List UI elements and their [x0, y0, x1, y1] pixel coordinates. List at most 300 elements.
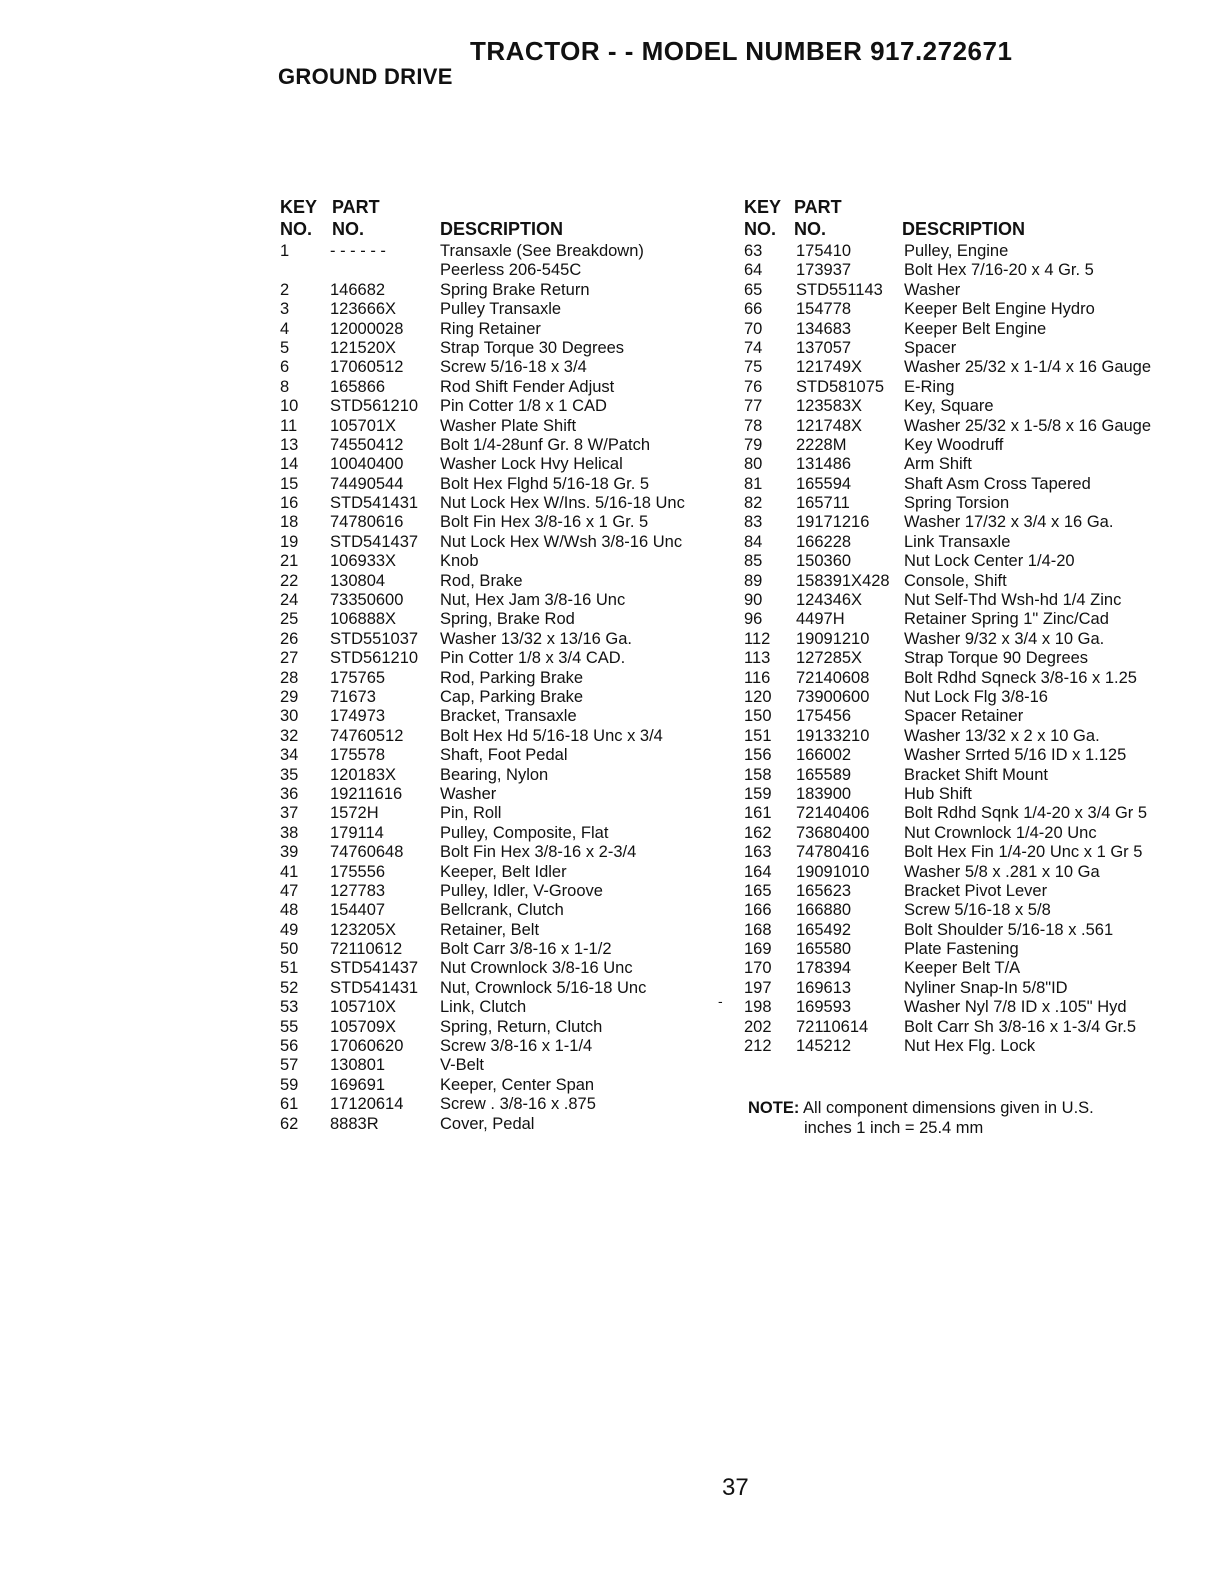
part-number: 131486	[796, 455, 852, 474]
part-description: Bolt Hex Flghd 5/16-18 Gr. 5	[440, 474, 650, 493]
part-description: Bolt Carr 3/8-16 x 1-1/2	[440, 940, 612, 959]
part-description: Key Woodruff	[904, 435, 1004, 454]
parts-row	[744, 513, 1184, 532]
part-number: 169613	[796, 978, 852, 997]
part-number: 4497H	[796, 610, 845, 629]
part-description: Bolt Hex Hd 5/16-18 Unc x 3/4	[440, 726, 663, 745]
key-number: 5	[280, 338, 290, 357]
part-description: Bolt Carr Sh 3/8-16 x 1-3/4 Gr.5	[904, 1017, 1137, 1036]
part-description: Keeper, Belt Idler	[440, 862, 567, 881]
key-number: 39	[280, 843, 299, 862]
key-number: 84	[744, 532, 763, 551]
parts-row	[280, 959, 720, 978]
part-number: 175765	[330, 668, 386, 687]
key-number: 164	[744, 862, 772, 881]
key-number: 25	[280, 610, 299, 629]
key-number: 30	[280, 707, 299, 726]
key-number: 48	[280, 901, 299, 920]
key-number: 151	[744, 726, 772, 745]
key-number: 2	[280, 280, 290, 299]
parts-row	[280, 1037, 720, 1056]
key-number: 14	[280, 455, 299, 474]
key-number: 18	[280, 513, 299, 532]
key-number: 34	[280, 746, 299, 765]
parts-row	[744, 669, 1184, 688]
part-description: Washer Nyl 7/8 ID x .105" Hyd	[904, 998, 1127, 1017]
key-number: 4	[280, 319, 290, 338]
part-description: Spring, Return, Clutch	[440, 1017, 603, 1036]
parts-row	[280, 785, 720, 804]
part-number: 166880	[796, 901, 852, 920]
parts-row	[280, 300, 720, 319]
part-description: Washer	[440, 784, 497, 803]
key-number: 24	[280, 591, 299, 610]
part-number: 12000028	[330, 319, 404, 338]
part-number: 74490544	[330, 474, 404, 493]
part-description: Bolt Fin Hex 3/8-16 x 1 Gr. 5	[440, 513, 649, 532]
part-description: Washer 17/32 x 3/4 x 16 Ga.	[904, 513, 1114, 532]
part-number: 183900	[796, 784, 852, 803]
parts-row	[280, 610, 720, 629]
parts-row	[280, 358, 720, 377]
parts-row	[744, 901, 1184, 920]
key-number: 50	[280, 940, 299, 959]
part-number: 124346X	[796, 591, 863, 610]
parts-row	[280, 1018, 720, 1037]
key-number: 80	[744, 455, 763, 474]
part-description: V-Belt	[440, 1056, 485, 1075]
parts-row	[744, 455, 1184, 474]
parts-row	[280, 378, 720, 397]
part-number: 19091010	[796, 862, 870, 881]
key-number: 26	[280, 629, 299, 648]
parts-row	[280, 766, 720, 785]
part-number: 175578	[330, 746, 386, 765]
description-header: DESCRIPTION	[902, 219, 1026, 239]
part-description: Transaxle (See Breakdown)	[440, 242, 644, 260]
parts-row	[744, 766, 1184, 785]
parts-row	[280, 475, 720, 494]
parts-row	[280, 1115, 720, 1134]
key-number: 13	[280, 435, 299, 454]
part-description: Bolt Hex Fin 1/4-20 Unc x 1 Gr 5	[904, 843, 1143, 862]
parts-list-left	[280, 198, 720, 1134]
part-description: Bolt Shoulder 5/16-18 x .561	[904, 920, 1114, 939]
parts-row	[744, 320, 1184, 339]
parts-row	[744, 804, 1184, 823]
page-title: TRACTOR - - MODEL NUMBER 917.272671	[470, 36, 1013, 66]
parts-row	[744, 610, 1184, 629]
description-header: DESCRIPTION	[440, 219, 564, 239]
parts-row	[744, 358, 1184, 377]
key-number: 56	[280, 1037, 299, 1056]
part-description: Washer Lock Hvy Helical	[440, 455, 623, 474]
part-description: Bolt Rdhd Sqnk 1/4-20 x 3/4 Gr 5	[904, 804, 1148, 823]
part-description: Nut Lock Center 1/4-20	[904, 552, 1075, 571]
key-number: 64	[744, 261, 763, 280]
part-number: 19091210	[796, 629, 870, 648]
part-description: Nut Lock Hex W/Ins. 5/16-18 Unc	[440, 494, 685, 513]
part-number: 123666X	[330, 300, 397, 319]
key-number: 82	[744, 494, 763, 513]
part-number: 175410	[796, 242, 852, 260]
key-number: 81	[744, 474, 763, 493]
part-number: 154407	[330, 901, 386, 920]
key-number: 158	[744, 765, 772, 784]
part-number: 19133210	[796, 726, 870, 745]
part-description: Keeper, Center Span	[440, 1075, 595, 1094]
key-number: 35	[280, 765, 299, 784]
part-number: 165711	[796, 494, 850, 513]
key-number: 89	[744, 571, 763, 590]
key-number: 197	[744, 978, 772, 997]
parts-row	[744, 300, 1184, 319]
key-number: 113	[744, 649, 771, 668]
part-description: Key, Square	[904, 397, 994, 416]
key-number: 41	[280, 862, 299, 881]
key-number: 212	[744, 1037, 772, 1056]
column-header	[744, 198, 1184, 242]
parts-row	[280, 669, 720, 688]
part-description: Washer Plate Shift	[440, 416, 577, 435]
parts-row	[280, 649, 720, 668]
parts-row	[744, 494, 1184, 513]
parts-row	[744, 533, 1184, 552]
part-number: 1572H	[330, 804, 379, 823]
key-number: 1	[280, 242, 290, 260]
part-description: Washer 9/32 x 3/4 x 10 Ga.	[904, 629, 1105, 648]
part-number: 74780616	[330, 513, 404, 532]
key-no-header-2: NO.	[280, 219, 313, 239]
part-number: 123583X	[796, 397, 863, 416]
part-description: Bolt 1/4-28unf Gr. 8 W/Patch	[440, 435, 651, 454]
key-number: 16	[280, 494, 299, 513]
page-number: 37	[722, 1474, 749, 1501]
part-description: Cap, Parking Brake	[440, 687, 584, 706]
key-number: 27	[280, 649, 299, 668]
key-number: 83	[744, 513, 763, 532]
parts-row	[744, 998, 1184, 1017]
part-number: STD551143	[796, 280, 883, 299]
key-number: 85	[744, 552, 763, 571]
part-description: Plate Fastening	[904, 940, 1019, 959]
part-number: 150360	[796, 552, 852, 571]
part-number: 17060620	[330, 1037, 404, 1056]
key-number: 156	[744, 746, 772, 765]
parts-row	[744, 552, 1184, 571]
part-no-header: PART	[794, 197, 842, 217]
parts-row	[280, 1095, 720, 1114]
key-number: 51	[280, 959, 299, 978]
part-number: 137057	[796, 338, 852, 357]
part-number: 17120614	[330, 1095, 404, 1114]
parts-row	[744, 436, 1184, 455]
part-number: 174973	[330, 707, 386, 726]
parts-row	[744, 785, 1184, 804]
key-number: 57	[280, 1056, 299, 1075]
part-number: 130804	[330, 571, 386, 590]
part-number: 106933X	[330, 552, 397, 571]
key-number: 96	[744, 610, 763, 629]
key-number: 77	[744, 397, 763, 416]
part-description: Shaft, Foot Pedal	[440, 746, 568, 765]
part-number: 154778	[796, 300, 852, 319]
parts-row	[744, 746, 1184, 765]
part-description: Bolt Hex 7/16-20 x 4 Gr. 5	[904, 261, 1094, 280]
key-number: 28	[280, 668, 299, 687]
part-number: - - - - - -	[330, 242, 386, 260]
part-description: Nut, Hex Jam 3/8-16 Unc	[440, 591, 626, 610]
part-description: Hub Shift	[904, 784, 972, 803]
part-number: 2228M	[796, 435, 847, 454]
parts-row	[280, 533, 720, 552]
part-number: 123205X	[330, 920, 397, 939]
part-description: Link Transaxle	[904, 532, 1011, 551]
part-description: E-Ring	[904, 377, 955, 396]
parts-row	[744, 475, 1184, 494]
part-number: 74760512	[330, 726, 404, 745]
parts-rows-left	[280, 242, 720, 1134]
part-number: 165866	[330, 377, 386, 396]
parts-row	[744, 882, 1184, 901]
part-number: 72110612	[330, 940, 403, 959]
part-number: STD541437	[330, 959, 419, 978]
part-number: 179114	[330, 823, 384, 842]
part-description: Console, Shift	[904, 571, 1007, 590]
part-number: 169691	[330, 1075, 386, 1094]
part-description: Nut Crownlock 3/8-16 Unc	[440, 959, 633, 978]
parts-row	[744, 378, 1184, 397]
parts-row	[280, 1076, 720, 1095]
parts-row	[280, 901, 720, 920]
part-description: Arm Shift	[904, 455, 972, 474]
key-number: 116	[744, 668, 771, 687]
key-number: 169	[744, 940, 772, 959]
key-number: 76	[744, 377, 763, 396]
note-text-1: All component dimensions given in U.S.	[799, 1099, 1094, 1117]
part-number: 169593	[796, 998, 852, 1017]
note-text-2: inches 1 inch = 25.4 mm	[804, 1119, 984, 1137]
note	[748, 1098, 1094, 1138]
key-number: 74	[744, 338, 763, 357]
part-description: Pulley, Engine	[904, 242, 1009, 260]
part-description: Rod, Brake	[440, 571, 523, 590]
key-number: 78	[744, 416, 763, 435]
part-number: 120183X	[330, 765, 397, 784]
part-number: STD541437	[330, 532, 419, 551]
part-number: 127285X	[796, 649, 863, 668]
parts-row	[280, 863, 720, 882]
part-description: Bracket Shift Mount	[904, 765, 1048, 784]
key-number: 53	[280, 998, 299, 1017]
key-number: 165	[744, 881, 772, 900]
part-description: Spacer Retainer	[904, 707, 1024, 726]
part-number: 72140406	[796, 804, 870, 823]
parts-row	[744, 1018, 1184, 1037]
key-number: 90	[744, 591, 763, 610]
parts-row	[280, 707, 720, 726]
section-title: GROUND DRIVE	[278, 64, 453, 89]
part-description: Pin Cotter 1/8 x 3/4 CAD.	[440, 649, 626, 668]
parts-row	[744, 591, 1184, 610]
part-number: 105710X	[330, 998, 397, 1017]
key-number: 112	[744, 629, 771, 648]
part-description: Washer 25/32 x 1-5/8 x 16 Gauge	[904, 416, 1152, 435]
parts-row	[280, 688, 720, 707]
parts-row	[280, 242, 720, 261]
part-number: 165594	[796, 474, 852, 493]
key-number: 19	[280, 532, 299, 551]
parts-row	[280, 940, 720, 959]
key-number: 59	[280, 1075, 299, 1094]
part-number: 17060512	[330, 358, 404, 377]
key-number: 3	[280, 300, 290, 319]
note-line-1	[748, 1098, 1094, 1118]
key-no-header-2: NO.	[744, 219, 777, 239]
parts-row	[744, 572, 1184, 591]
parts-row	[280, 979, 720, 998]
part-number: 73900600	[796, 687, 870, 706]
part-description: Retainer Spring 1" Zinc/Cad	[904, 610, 1109, 629]
key-number: 163	[744, 843, 772, 862]
key-number: 10	[280, 397, 299, 416]
part-description: Cover, Pedal	[440, 1114, 535, 1133]
part-description: Bearing, Nylon	[440, 765, 549, 784]
parts-rows-right	[744, 242, 1184, 1056]
parts-row	[280, 339, 720, 358]
part-no-header-2: NO.	[794, 219, 827, 239]
parts-row	[744, 261, 1184, 280]
part-description: Pin, Roll	[440, 804, 502, 823]
part-description: Spring Brake Return	[440, 280, 590, 299]
parts-row-continuation	[280, 261, 720, 280]
part-number: 130801	[330, 1056, 386, 1075]
part-description: Link, Clutch	[440, 998, 527, 1017]
part-number: 121749X	[796, 358, 863, 377]
part-description: Nut, Crownlock 5/16-18 Unc	[440, 978, 647, 997]
part-number: 106888X	[330, 610, 397, 629]
parts-row	[744, 1037, 1184, 1056]
part-description: Washer	[904, 280, 961, 299]
part-description: Pulley, Idler, V-Groove	[440, 881, 603, 900]
part-description: Nut Crownlock 1/4-20 Unc	[904, 823, 1097, 842]
key-number: 61	[280, 1095, 299, 1114]
parts-row	[744, 630, 1184, 649]
key-number: 47	[280, 881, 299, 900]
part-number: 165623	[796, 881, 852, 900]
part-description: Rod Shift Fender Adjust	[440, 377, 615, 396]
part-description: Keeper Belt T/A	[904, 959, 1021, 978]
key-number: 15	[280, 474, 299, 493]
key-number: 49	[280, 920, 299, 939]
part-number: STD561210	[330, 649, 419, 668]
parts-row	[744, 921, 1184, 940]
parts-row	[744, 417, 1184, 436]
parts-row	[744, 824, 1184, 843]
part-description: Spring Torsion	[904, 494, 1010, 513]
parts-row	[280, 417, 720, 436]
key-number: 8	[280, 377, 290, 396]
key-number: 21	[280, 552, 299, 571]
part-description-continued: Peerless 206-545C	[440, 261, 582, 280]
key-number: 166	[744, 901, 772, 920]
part-number: 175556	[330, 862, 386, 881]
key-number: 150	[744, 707, 772, 726]
key-number: 29	[280, 687, 299, 706]
parts-row	[280, 921, 720, 940]
part-number: 166228	[796, 532, 852, 551]
part-description: Nyliner Snap-In 5/8"ID	[904, 978, 1068, 997]
part-number: STD541431	[330, 978, 419, 997]
key-number: 6	[280, 358, 290, 377]
key-number: 202	[744, 1017, 772, 1036]
key-number: 120	[744, 687, 772, 706]
parts-row	[280, 436, 720, 455]
part-description: Screw . 3/8-16 x .875	[440, 1095, 596, 1114]
parts-row	[280, 513, 720, 532]
parts-row	[280, 552, 720, 571]
part-number: 146682	[330, 280, 386, 299]
part-description: Ring Retainer	[440, 319, 541, 338]
parts-row	[280, 630, 720, 649]
part-number: 121520X	[330, 338, 397, 357]
key-number: 162	[744, 823, 772, 842]
key-number: 11	[280, 416, 298, 435]
part-number: 175456	[796, 707, 852, 726]
part-description: Washer 13/32 x 13/16 Ga.	[440, 629, 632, 648]
key-number: 66	[744, 300, 763, 319]
key-number: 65	[744, 280, 763, 299]
parts-row	[280, 998, 720, 1017]
part-description: Bracket Pivot Lever	[904, 881, 1048, 900]
key-number: 52	[280, 978, 299, 997]
part-no-header-2: NO.	[332, 219, 365, 239]
parts-row	[280, 1056, 720, 1075]
part-number: STD581075	[796, 377, 885, 396]
key-number: 62	[280, 1114, 299, 1133]
part-number: 71673	[330, 687, 376, 706]
parts-row	[280, 882, 720, 901]
part-description: Nut Lock Flg 3/8-16	[904, 687, 1048, 706]
part-number: 145212	[796, 1037, 852, 1056]
part-description: Screw 3/8-16 x 1-1/4	[440, 1037, 593, 1056]
part-description: Bracket, Transaxle	[440, 707, 577, 726]
margin-mark: -	[718, 993, 723, 1009]
part-description: Bolt Rdhd Sqneck 3/8-16 x 1.25	[904, 668, 1137, 687]
key-number: 22	[280, 571, 299, 590]
parts-row	[744, 707, 1184, 726]
part-number: 19171216	[796, 513, 870, 532]
key-number: 198	[744, 998, 772, 1017]
part-number: 19211616	[330, 784, 403, 803]
key-number: 36	[280, 784, 299, 803]
part-description: Washer 5/8 x .281 x 10 Ga	[904, 862, 1100, 881]
part-number: 10040400	[330, 455, 404, 474]
part-description: Nut Hex Flg. Lock	[904, 1037, 1036, 1056]
parts-row	[744, 339, 1184, 358]
parts-row	[280, 572, 720, 591]
part-number: 8883R	[330, 1114, 379, 1133]
parts-row	[744, 242, 1184, 261]
part-number: 166002	[796, 746, 852, 765]
part-description: Keeper Belt Engine	[904, 319, 1047, 338]
parts-row	[744, 979, 1184, 998]
parts-row	[744, 727, 1184, 746]
parts-row	[744, 281, 1184, 300]
key-number: 159	[744, 784, 772, 803]
part-number: 74760648	[330, 843, 404, 862]
parts-row	[280, 320, 720, 339]
